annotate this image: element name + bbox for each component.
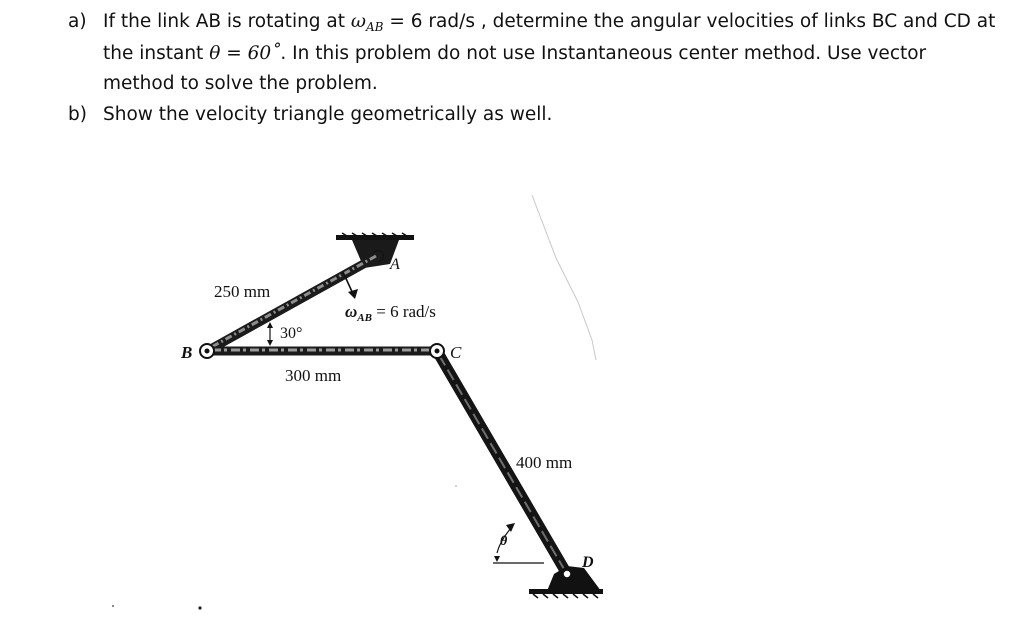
part-b-marker: b) [68, 104, 87, 125]
omega-symbol: ω [350, 11, 366, 32]
theta-symbol: θ [209, 43, 221, 64]
part-a-line1-prefix: If the link AB is rotating at [103, 11, 351, 32]
label-ab-length: 250 mm [214, 282, 271, 301]
pin-b [200, 344, 214, 358]
label-d: D [582, 554, 594, 571]
part-a-marker: a) [68, 11, 87, 32]
part-a-line2-suffix: . In this problem do not use Instantaneous center method. Use vector [280, 43, 927, 64]
part-a-line2-prefix: the instant [103, 43, 210, 64]
scan-dot [198, 606, 201, 609]
label-a: A [390, 256, 400, 273]
scan-dot [112, 605, 114, 607]
label-theta: θ [500, 534, 508, 549]
pin-c [430, 344, 444, 358]
label-c: C [450, 343, 462, 362]
angle-30-marker [267, 322, 273, 346]
label-omega-ab: $\omega_{AB} = 6$ rad/s [345, 302, 436, 324]
label-cd-length: 400 mm [516, 453, 573, 472]
label-bc-length: 300 mm [285, 366, 342, 385]
part-a-line3: method to solve the problem. [103, 73, 378, 94]
link-bc [207, 350, 437, 351]
scan-artifacts [532, 195, 596, 360]
theta-value: = 60˚ [220, 43, 281, 64]
part-b-line1: Show the velocity triangle geometrically as well. [103, 104, 553, 125]
label-angle-30: 30° [280, 325, 303, 342]
omega-subscript: AB [366, 20, 384, 34]
part-a-line1-suffix: = 6 rad/s , determine the angular velocities of links BC and CD at [383, 11, 996, 32]
scan-dot [455, 485, 457, 487]
label-b: B [181, 343, 193, 362]
